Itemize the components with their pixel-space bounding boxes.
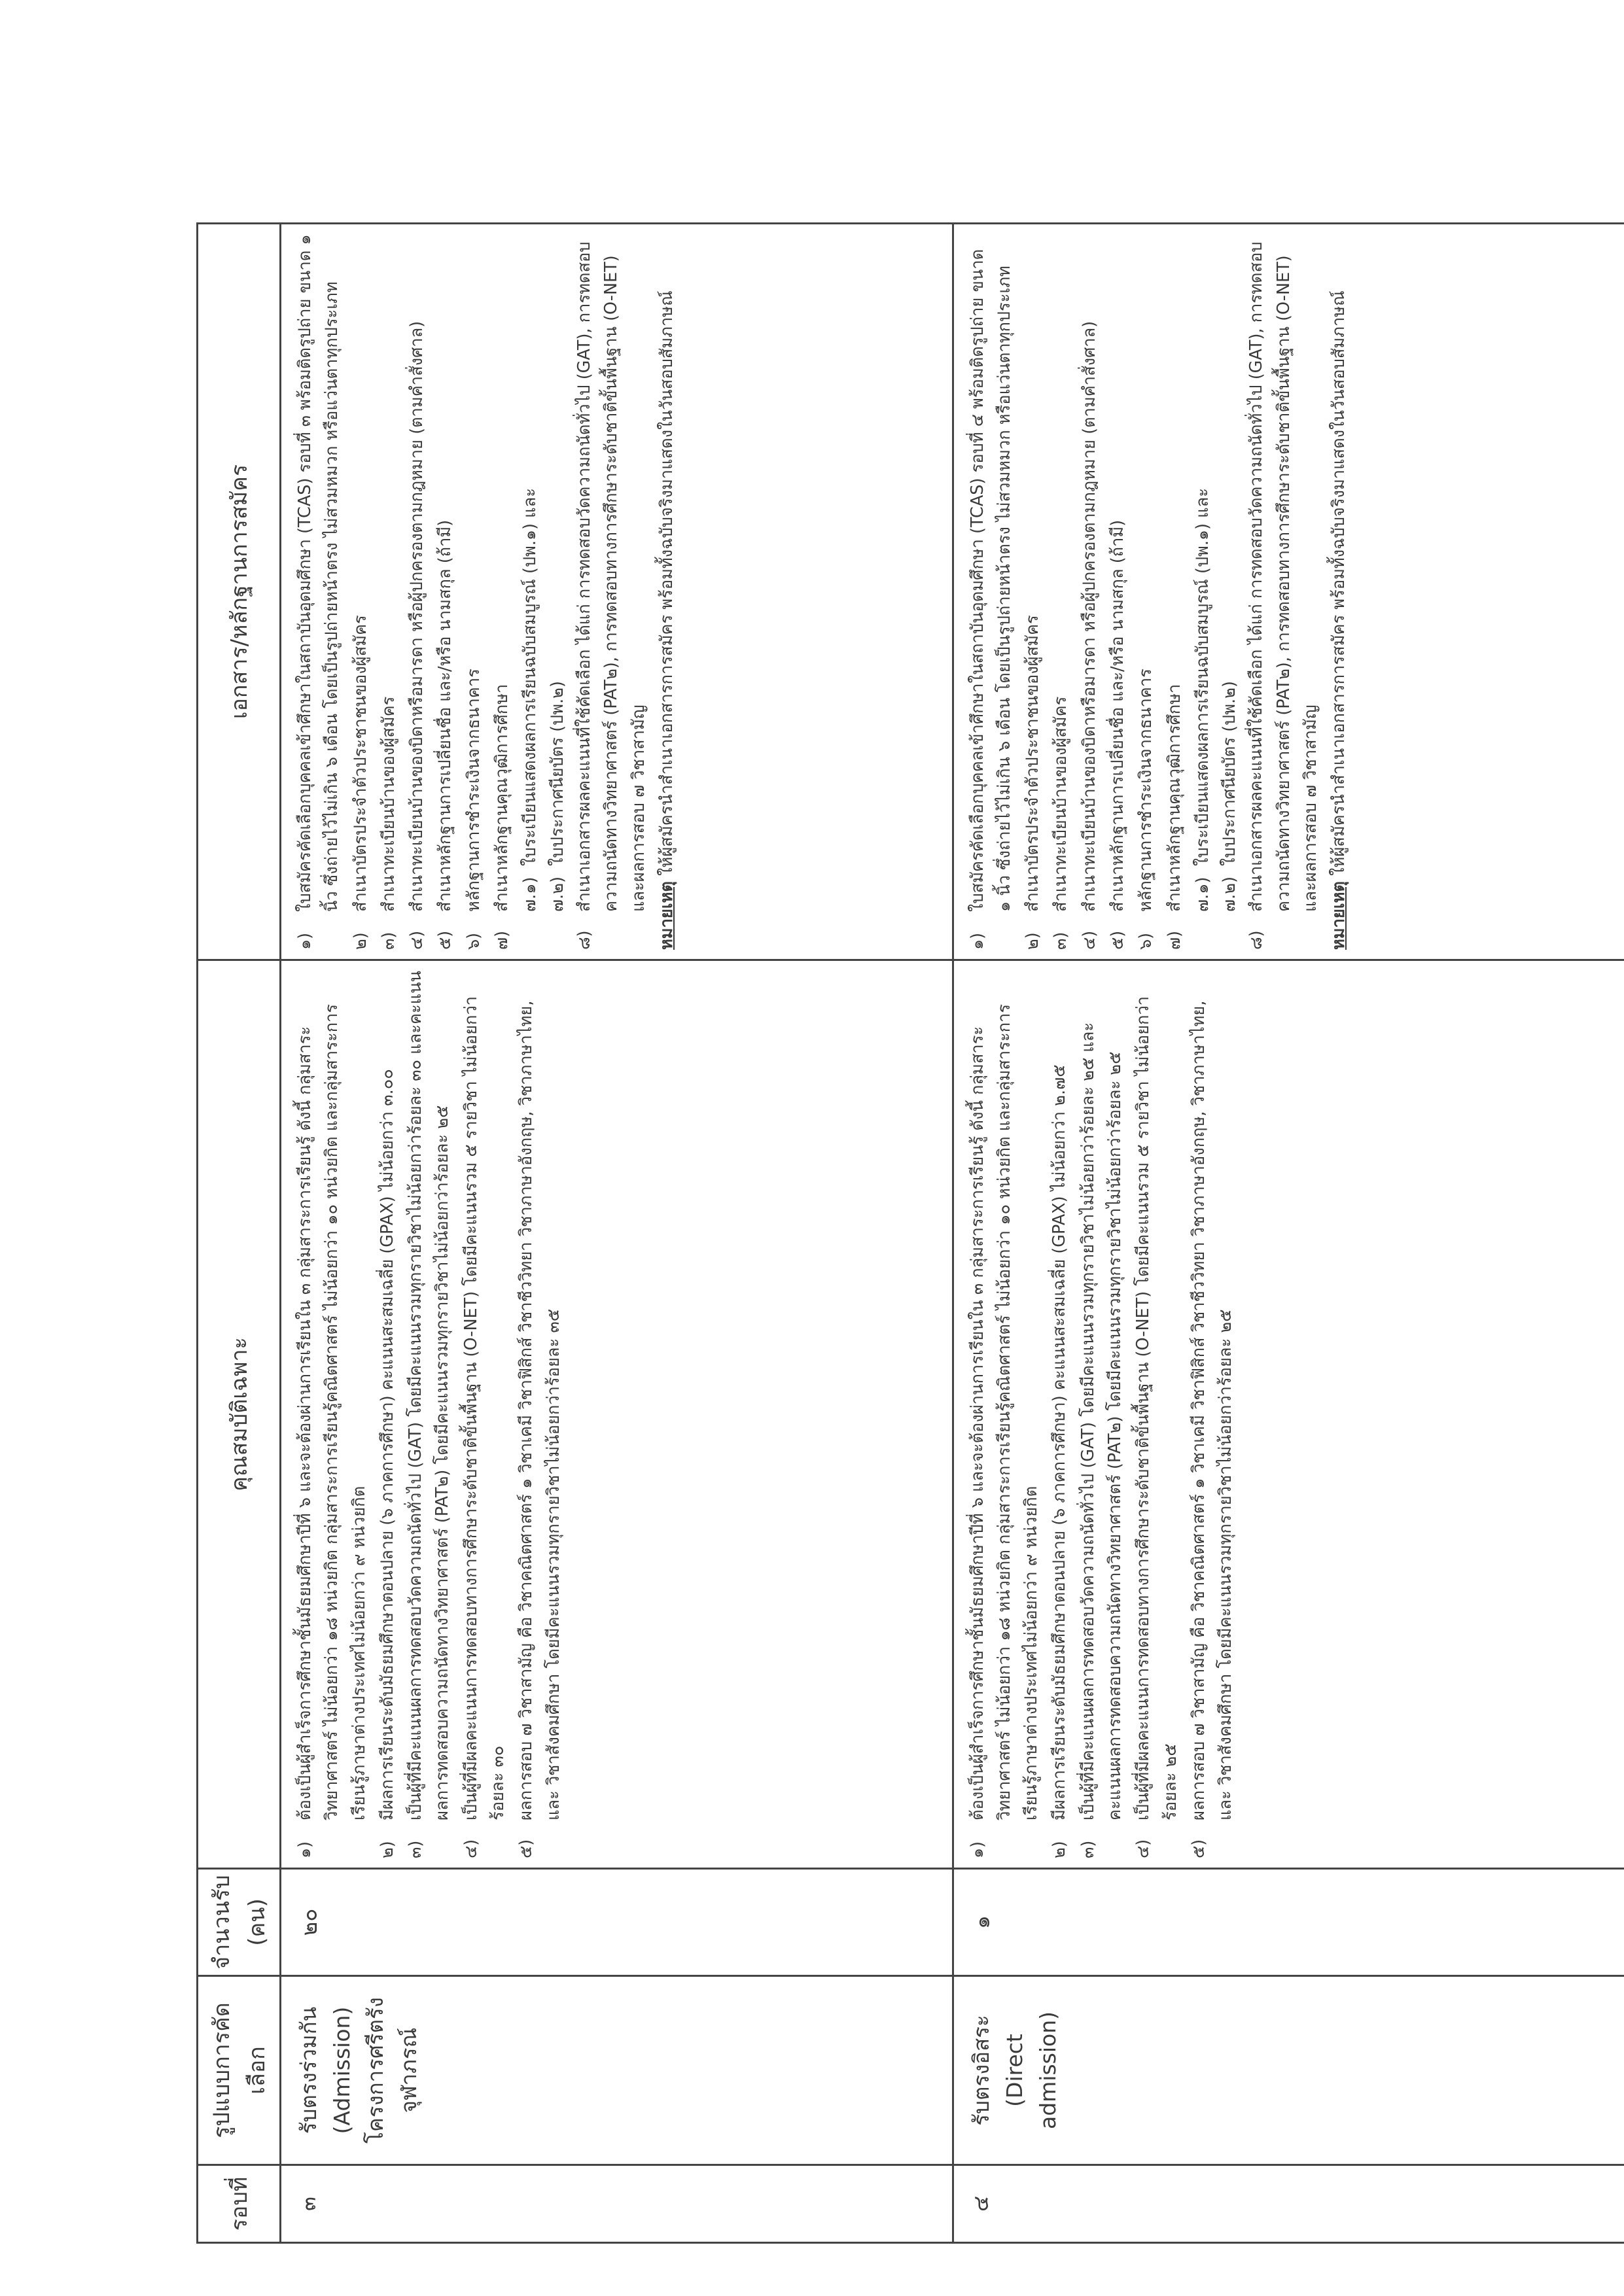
qualifications-list [292, 970, 567, 1858]
item-text: มีผลการเรียนระดับมัธยมศึกษาตอนปลาย (๖ ภาคการศึกษา) คะแนนสะสมเฉลี่ย (GPAX) ไม่น้อยกว่า ๓.๐๐ [377, 1069, 397, 1820]
item-text: มีผลการเรียนระดับมัธยมศึกษาตอนปลาย (๖ ภาคการศึกษา) คะแนนสะสมเฉลี่ย (GPAX) ไม่น้อยกว่า ๒.๗๕ [1050, 1064, 1070, 1820]
item-number: ๖) [1136, 932, 1156, 950]
note-label: หมายเหตุ [656, 881, 677, 950]
item-text: ต้องเป็นผู้สำเร็จการศึกษาชั้นมัธยมศึกษาปีที่ ๖ และจะต้องผ่านการเรียนใน ๓ กลุ่มสาระการเรียนรู้ ดังนี้ กลุ่มสาระวิทยาศาสตร์ ไม่น้อยกว่า ๑๘ หน่วยกิต กลุ่มสาระการเรียนรู้คณิตศาสตร์ ไม่น้อยกว่า ๑๐ หน่วยกิต และกลุ่มสาระการเรียนรู้ภาษาต่างประเทศไม่น้อยกว่า ๙ หน่วยกิต [967, 1003, 1042, 1820]
item-number: ๓) [1051, 931, 1071, 950]
qualifications-list [964, 970, 1240, 1858]
rotated-sheet [196, 222, 1624, 2244]
note [654, 234, 680, 950]
list-item [347, 234, 374, 950]
table-row [953, 224, 1624, 2243]
item-number: ๒) [377, 1841, 397, 1858]
item-text: สำเนาทะเบียนบ้านของบิดาหรือมารดา หรือผู้ปกครองตามกฎหมาย (ตามคำสั่งศาล) [407, 321, 427, 912]
qualifications-cell [953, 960, 1624, 1869]
item-text: เป็นผู้ที่มีคะแนนผลการทดสอบวัดความถนัดทั่วไป (GAT) โดยมีคะแนนรวมทุกรายวิชาไม่น้อยกว่าร้อยละ ๒๕ และคะแนนผลการทดสอบความถนัดทางวิทยาศาสตร์ (PAT๒) โดยมีคะแนนรวมทุกรายวิชาไม่น้อยกว่าร้อยละ ๒๕ [1078, 1022, 1125, 1820]
item-number: ๘) [574, 930, 594, 950]
item-number: ๕) [516, 1839, 537, 1858]
item-number: ๓) [378, 931, 398, 950]
list-item [404, 234, 431, 950]
header-row [198, 224, 281, 2243]
sub-items [1190, 234, 1244, 950]
item-number: ๒) [1023, 932, 1043, 950]
table-row [281, 224, 953, 2243]
list-item [374, 970, 401, 1858]
list-item [489, 234, 516, 950]
list-item [1019, 234, 1046, 950]
item-number: ๘) [1246, 930, 1267, 950]
sub-item [517, 234, 544, 950]
header-documents: เอกสาร/หลักฐานการสมัคร [198, 224, 281, 960]
sub-item-number: ๗.๒) [1220, 876, 1240, 912]
list-item [571, 234, 652, 950]
documents-cell [281, 224, 953, 960]
selection-type: รับตรงร่วมกัน (Admission) โครงการศรีตรังจุฬาภรณ์ [296, 1997, 422, 2144]
admission-table [196, 222, 1624, 2244]
item-text: สำเนาเอกสารผลคะแนนที่ใช้คัดเลือก ได้แก่ การทดสอบวัดความถนัดทั่วไป (GAT), การทดสอบความถนัดทางวิทยาศาสตร์ (PAT๒), การทดสอบทางการศึกษาระดับชาติขั้นพื้นฐาน (O-NET) และผลการสอบ ๗ วิชาสามัญ [1246, 241, 1321, 912]
sub-item [544, 234, 571, 950]
sub-item-text: ใบระเบียนแสดงผลการเรียนฉบับสมบูรณ์ (ปพ.๑) และ [1192, 488, 1212, 866]
list-item [1075, 970, 1129, 1858]
list-item [1046, 970, 1073, 1858]
admission-count: ๒๐ [296, 1908, 322, 1936]
item-number: ๓) [406, 1840, 426, 1858]
item-number: ๕) [1188, 1839, 1209, 1858]
header-count: จำนวนรับ (คน) [198, 1869, 281, 1976]
item-text: หลักฐานการชำระเงินจากธนาคาร [463, 669, 484, 912]
sub-item-text: ใบประกาศนียบัตร (ปพ.๒) [547, 681, 567, 866]
header-qualifications: คุณสมบัติเฉพาะ [198, 960, 281, 1869]
header-type: รูปแบบการคัดเลือก [198, 1976, 281, 2165]
round-cell [281, 2165, 953, 2243]
type-cell [281, 1976, 953, 2165]
note [1326, 234, 1352, 950]
admission-count: ๑ [968, 1915, 995, 1929]
item-number: ๗) [1164, 930, 1184, 950]
sub-items [517, 234, 571, 950]
item-text: สำเนาหลักฐานการเปลี่ยนชื่อ และ/หรือ นามสกุล (ถ้ามี) [1107, 519, 1127, 912]
round-number: ๓ [296, 2197, 321, 2211]
list-item [461, 234, 487, 950]
note-text: ให้ผู้สมัครนำสำเนาเอกสารการสมัคร พร้อมทั้งฉบับจริงมาแสดงในวันสอบสัมภาษณ์ [1329, 290, 1349, 876]
sub-item-text: ใบระเบียนแสดงผลการเรียนฉบับสมบูรณ์ (ปพ.๑) และ [520, 488, 540, 866]
round-number: ๔ [968, 2195, 993, 2212]
list-item [1048, 234, 1074, 950]
note-label: หมายเหตุ [1329, 881, 1349, 950]
note-text: ให้ผู้สมัครนำสำเนาเอกสารการสมัคร พร้อมทั้งฉบับจริงมาแสดงในวันสอบสัมภาษณ์ [656, 290, 677, 876]
item-text: เป็นผู้ที่มีผลคะแนนการทดสอบทางการศึกษาระดับชาติขั้นพื้นฐาน (O-NET) โดยมีคะแนนรวม ๕ รายวิชา ไม่น้อยกว่าร้อยละ ๓๐ [461, 996, 508, 1820]
item-number: ๑) [967, 932, 987, 950]
item-number: ๒) [350, 932, 370, 950]
item-number: ๑) [295, 1841, 315, 1858]
selection-type: รับตรงอิสระ (Direct admission) [968, 2011, 1061, 2130]
item-text: ใบสมัครคัดเลือกบุคคลเข้าศึกษาในสถาบันอุดมศึกษา (TCAS) รอบที่ ๓ พร้อมติดรูปถ่าย ขนาด ๑ นิ้ว ซึ่งถ่ายไว้ไม่เกิน ๖ เดือน โดยเป็นรูปถ่ายหน้าตรง ไม่สวมหมวก หรือแว่นตาทุกประเภท [295, 234, 342, 912]
list-item [292, 234, 346, 950]
item-number: ๕) [1107, 930, 1127, 950]
list-item [1133, 234, 1159, 950]
item-number: ๒) [1050, 1841, 1070, 1858]
list-item [376, 234, 402, 950]
documents-cell [953, 224, 1624, 960]
item-text: สำเนาหลักฐานการเปลี่ยนชื่อ และ/หรือ นามสกุล (ถ้ามี) [435, 519, 455, 912]
item-text: สำเนาหลักฐานคุณวุฒิการศึกษา [1164, 684, 1184, 912]
item-text: สำเนาทะเบียนบ้านของบิดาหรือมารดา หรือผู้ปกครองตามกฎหมาย (ตามคำสั่งศาล) [1079, 321, 1099, 912]
item-text: สำเนาบัตรประจำตัวประชาชนของผู้สมัคร [350, 615, 370, 912]
count-cell [953, 1869, 1624, 1976]
sub-item [1216, 234, 1243, 950]
list-item [1161, 234, 1188, 950]
item-text: ผลการสอบ ๗ วิชาสามัญ คือ วิชาคณิตศาสตร์ ๑ วิชาเคมี วิชาฟิสิกส์ วิชาชีววิทยา วิชาภาษาอังกฤษ, วิชาภาษาไทย, และ วิชาสังคมศึกษา โดยมีคะแนนรวมทุกรายวิชาไม่น้อยกว่าร้อยละ ๒๕ [1188, 1000, 1236, 1820]
sub-item-number: ๗.๑) [520, 877, 540, 912]
list-item [964, 234, 1019, 950]
item-text: สำเนาทะเบียนบ้านของผู้สมัคร [378, 696, 398, 912]
list-item [513, 970, 567, 1858]
list-item [964, 970, 1046, 1858]
item-number: ๖) [463, 932, 484, 950]
list-item [402, 970, 457, 1858]
item-text: เป็นผู้ที่มีผลคะแนนการทดสอบทางการศึกษาระดับชาติขั้นพื้นฐาน (O-NET) โดยมีคะแนนรวม ๕ รายวิชา ไม่น้อยกว่าร้อยละ ๒๕ [1133, 996, 1180, 1820]
list-item [1186, 970, 1240, 1858]
item-number: ๔) [1079, 930, 1099, 950]
item-number: ๗) [492, 930, 512, 950]
documents-list [964, 234, 1325, 950]
sub-item-number: ๗.๑) [1192, 877, 1212, 912]
list-item [458, 970, 512, 1858]
list-item [432, 234, 459, 950]
type-cell [953, 1976, 1624, 2165]
list-item [292, 970, 373, 1858]
count-cell [281, 1869, 953, 1976]
item-number: ๑) [295, 932, 315, 950]
item-text: สำเนาหลักฐานคุณวุฒิการศึกษา [492, 684, 512, 912]
item-text: หลักฐานการชำระเงินจากธนาคาร [1136, 669, 1156, 912]
item-text: ต้องเป็นผู้สำเร็จการศึกษาชั้นมัธยมศึกษาปีที่ ๖ และจะต้องผ่านการเรียนใน ๓ กลุ่มสาระการเรียนรู้ ดังนี้ กลุ่มสาระวิทยาศาสตร์ ไม่น้อยกว่า ๑๘ หน่วยกิต กลุ่มสาระการเรียนรู้คณิตศาสตร์ ไม่น้อยกว่า ๑๐ หน่วยกิต และกลุ่มสาระการเรียนรู้ภาษาต่างประเทศไม่น้อยกว่า ๙ หน่วยกิต [295, 1003, 369, 1820]
round-cell [953, 2165, 1624, 2243]
item-text: ผลการสอบ ๗ วิชาสามัญ คือ วิชาคณิตศาสตร์ ๑ วิชาเคมี วิชาฟิสิกส์ วิชาชีววิทยา วิชาภาษาอังกฤษ, วิชาภาษาไทย, และ วิชาสังคมศึกษา โดยมีคะแนนรวมทุกรายวิชาไม่น้อยกว่าร้อยละ ๓๕ [516, 1000, 563, 1820]
item-number: ๑) [967, 1841, 987, 1858]
sub-item [1190, 234, 1216, 950]
item-text: สำเนาเอกสารผลคะแนนที่ใช้คัดเลือก ได้แก่ การทดสอบวัดความถนัดทั่วไป (GAT), การทดสอบความถนัดทางวิทยาศาสตร์ (PAT๒), การทดสอบทางการศึกษาระดับชาติขั้นพื้นฐาน (O-NET) และผลการสอบ ๗ วิชาสามัญ [574, 241, 648, 912]
item-number: ๓) [1078, 1840, 1098, 1858]
item-number: ๔) [407, 930, 427, 950]
list-item [1076, 234, 1103, 950]
item-number: ๔) [1133, 1839, 1154, 1858]
header-round: รอบที่ [198, 2165, 281, 2243]
list-item [1243, 234, 1324, 950]
item-text: สำเนาทะเบียนบ้านของผู้สมัคร [1051, 696, 1071, 912]
item-text: สำเนาบัตรประจำตัวประชาชนของผู้สมัคร [1023, 615, 1043, 912]
sub-item-text: ใบประกาศนียบัตร (ปพ.๒) [1220, 681, 1240, 866]
item-text: ใบสมัครคัดเลือกบุคคลเข้าศึกษาในสถาบันอุดมศึกษา (TCAS) รอบที่ ๔ พร้อมติดรูปถ่าย ขนาด ๑ นิ้ว ซึ่งถ่ายไว้ไม่เกิน ๖ เดือน โดยเป็นรูปถ่ายหน้าตรง ไม่สวมหมวก หรือแว่นตาทุกประเภท [967, 249, 1014, 912]
item-number: ๔) [461, 1839, 481, 1858]
item-text: เป็นผู้ที่มีคะแนนผลการทดสอบวัดความถนัดทั่วไป (GAT) โดยมีคะแนนรวมทุกรายวิชาไม่น้อยกว่าร้อยละ ๓๐ และคะแนนผลการทดสอบความถนัดทางวิทยาศาสตร์ (PAT๒) โดยมีคะแนนรวมทุกรายวิชาไม่น้อยกว่าร้อยละ ๒๕ [406, 971, 453, 1820]
sub-item-number: ๗.๒) [547, 876, 567, 912]
item-number: ๕) [435, 930, 455, 950]
list-item [1130, 970, 1184, 1858]
documents-list [292, 234, 652, 950]
qualifications-cell [281, 960, 953, 1869]
list-item [1104, 234, 1131, 950]
